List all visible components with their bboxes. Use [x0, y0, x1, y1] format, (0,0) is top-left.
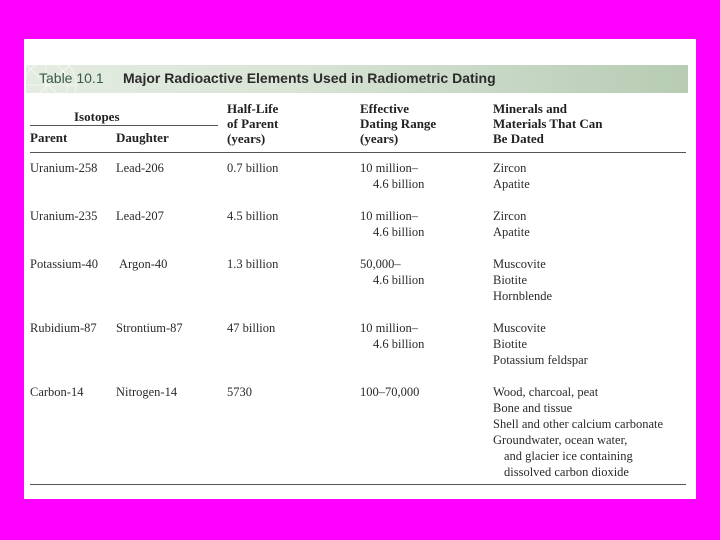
- row2-parent: Uranium-235: [30, 209, 98, 223]
- row3-daughter: Argon-40: [119, 257, 168, 271]
- row4-half-life: 47 billion: [227, 321, 276, 335]
- header-parent: Parent: [30, 130, 68, 145]
- row5-half-life: 5730: [227, 385, 252, 399]
- header-daughter: Daughter: [116, 130, 169, 145]
- slide-card: [24, 39, 696, 499]
- row1-minerals: Zircon Apatite: [493, 161, 530, 191]
- row1-parent: Uranium-258: [30, 161, 98, 175]
- row5-parent: Carbon-14: [30, 385, 84, 399]
- table-title: Major Radioactive Elements Used in Radiometric Dating: [123, 70, 496, 86]
- row1-half-life: 0.7 billion: [227, 161, 279, 175]
- table-number: Table 10.1: [39, 70, 104, 86]
- table-banner: [26, 65, 688, 93]
- header-rule: [30, 152, 686, 153]
- row5-daughter: Nitrogen-14: [116, 385, 178, 399]
- row2-minerals: Zircon Apatite: [493, 209, 530, 239]
- row1-range: 10 million– 4.6 billion: [360, 161, 425, 191]
- row2-daughter: Lead-207: [116, 209, 164, 223]
- header-dating-range: Effective Dating Range (years): [360, 101, 437, 146]
- header-isotopes: Isotopes: [74, 109, 120, 124]
- row3-range: 50,000– 4.6 billion: [360, 257, 425, 287]
- bottom-rule: [30, 484, 686, 485]
- row5-minerals: Wood, charcoal, peat Bone and tissue Shell and other calcium carbonate Groundwater, ocean water, and glacier ice containing dissolved carbon dioxide: [493, 385, 664, 479]
- row5-range: 100–70,000: [360, 385, 420, 399]
- header-half-life: Half-Life of Parent (years): [227, 101, 279, 146]
- row3-half-life: 1.3 billion: [227, 257, 279, 271]
- row3-parent: Potassium-40: [30, 257, 99, 271]
- row2-half-life: 4.5 billion: [227, 209, 279, 223]
- row4-daughter: Strontium-87: [116, 321, 183, 335]
- row2-range: 10 million– 4.6 billion: [360, 209, 425, 239]
- isotopes-rule: [30, 125, 218, 126]
- row1-daughter: Lead-206: [116, 161, 164, 175]
- row4-range: 10 million– 4.6 billion: [360, 321, 425, 351]
- row4-parent: Rubidium-87: [30, 321, 97, 335]
- row3-minerals: Muscovite Biotite Hornblende: [493, 257, 553, 303]
- header-minerals: Minerals and Materials That Can Be Dated: [493, 101, 603, 146]
- row4-minerals: Muscovite Biotite Potassium feldspar: [493, 321, 588, 367]
